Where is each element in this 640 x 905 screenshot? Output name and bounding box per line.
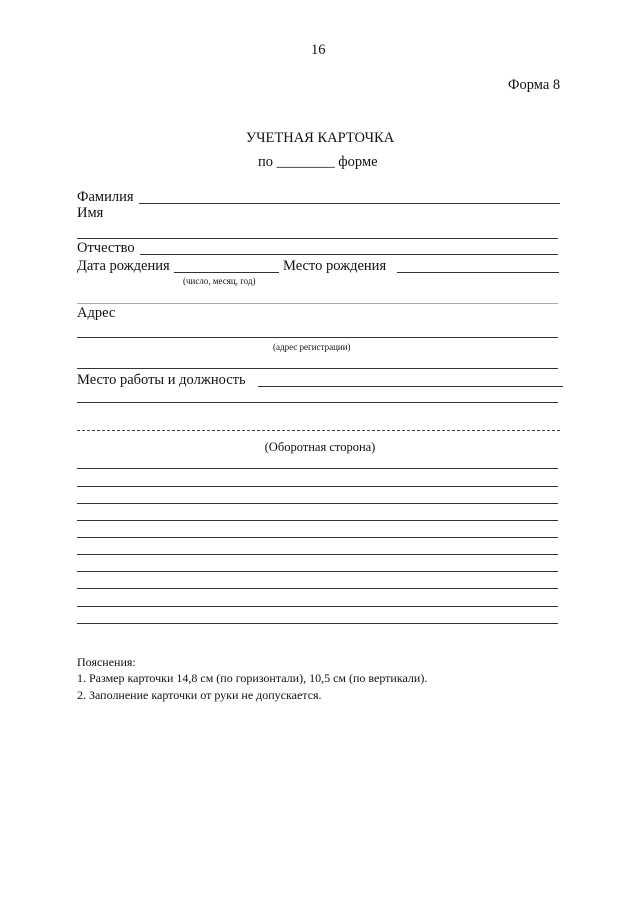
page-number: 16: [311, 42, 326, 58]
subtitle-suffix: форме: [338, 154, 378, 170]
back-line[interactable]: [77, 623, 558, 624]
note-item: 2. Заполнение карточки от руки не допускается.: [77, 688, 322, 702]
subtitle-prefix: по: [258, 154, 274, 170]
back-line[interactable]: [77, 520, 558, 521]
birth-date-field-line[interactable]: [174, 272, 279, 273]
birth-place-field-line[interactable]: [397, 272, 559, 273]
birth-date-label: Дата рождения: [77, 258, 170, 274]
name-field-line[interactable]: [77, 238, 558, 239]
back-line[interactable]: [77, 503, 558, 504]
notes-heading: Пояснения:: [77, 655, 136, 669]
address-field-line[interactable]: [77, 337, 558, 338]
cut-line: [77, 430, 560, 431]
subtitle-blank: ________: [276, 154, 335, 170]
surname-field-line[interactable]: [139, 203, 560, 204]
birth-date-hint: (число, месяц, год): [183, 276, 256, 286]
work-label: Место работы и должность: [77, 372, 246, 388]
address-label: Адрес: [77, 305, 116, 321]
work-field-line[interactable]: [258, 386, 563, 387]
back-line[interactable]: [77, 468, 558, 469]
birth-place-label: Место рождения: [283, 258, 387, 274]
back-line[interactable]: [77, 606, 558, 607]
document-title: УЧЕТНАЯ КАРТОЧКА: [245, 130, 395, 146]
back-line[interactable]: [77, 537, 558, 538]
back-line[interactable]: [77, 571, 558, 572]
back-line[interactable]: [77, 588, 558, 589]
divider-line: [77, 303, 558, 304]
surname-label: Фамилия: [77, 189, 134, 205]
note-item: 1. Размер карточки 14,8 см (по горизонтали), 10,5 см (по вертикали).: [77, 671, 428, 685]
patronymic-label: Отчество: [77, 240, 135, 256]
subtitle: [258, 154, 378, 170]
back-side-label: (Оборотная сторона): [264, 440, 376, 454]
patronymic-field-line[interactable]: [140, 254, 558, 255]
back-line[interactable]: [77, 554, 558, 555]
address-hint: (адрес регистрации): [273, 342, 351, 352]
back-line[interactable]: [77, 486, 558, 487]
name-label: Имя: [77, 205, 104, 221]
address-field-line-2[interactable]: [77, 368, 558, 369]
work-field-line-2[interactable]: [77, 402, 558, 403]
form-label: Форма 8: [508, 77, 561, 93]
